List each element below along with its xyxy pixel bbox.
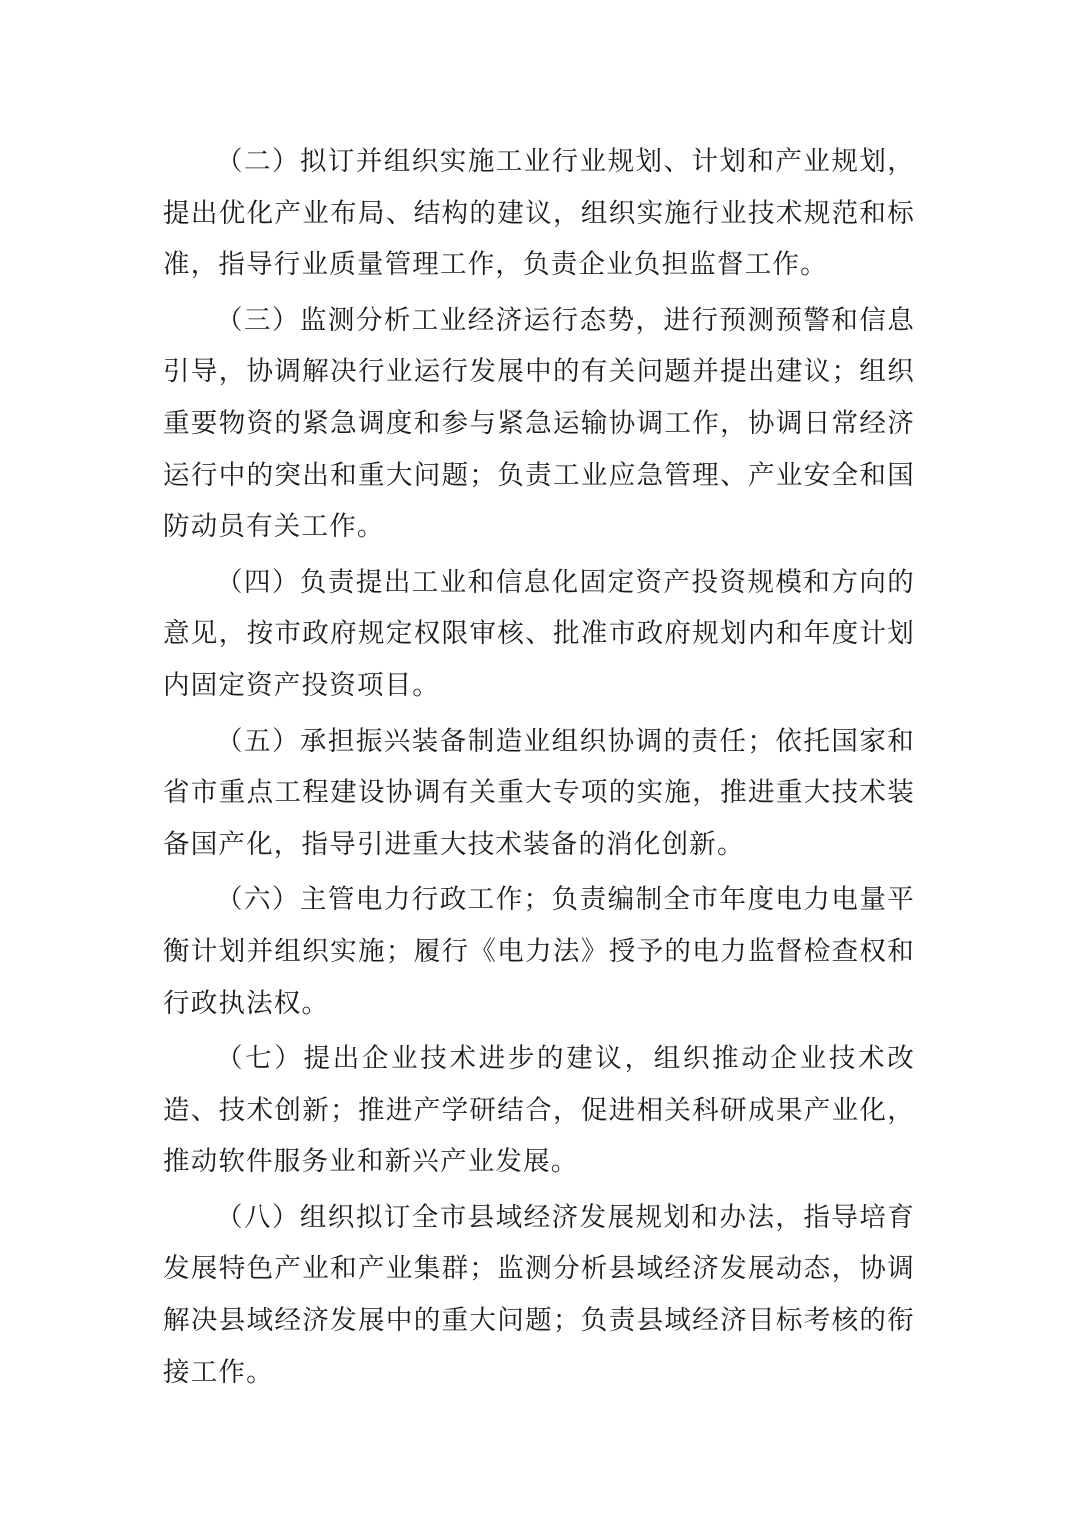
- document-body: [163, 136, 915, 1402]
- paragraph-2: （二）拟订并组织实施工业行业规划、计划和产业规划，提出优化产业布局、结构的建议，组织实施行业技术规范和标准，指导行业质量管理工作，负责企业负担监督工作。: [163, 146, 915, 281]
- paragraph-5: （五）承担振兴装备制造业组织协调的责任；依托国家和省市重点工程建设协调有关重大专项的实施，推进重大技术装备国产化，指导引进重大技术装备的消化创新。: [163, 725, 915, 860]
- paragraph-8: （八）组织拟订全市县域经济发展规划和办法，指导培育发展特色产业和产业集群；监测分析县域经济发展动态，协调解决县域经济发展中的重大问题；负责县域经济目标考核的衔接工作。: [163, 1201, 915, 1388]
- paragraph-6: （六）主管电力行政工作；负责编制全市年度电力电量平衡计划并组织实施；履行《电力法》授予的电力监督检查权和行政执法权。: [163, 884, 915, 1019]
- paragraph-7: （七）提出企业技术进步的建议，组织推动企业技术改造、技术创新；推进产学研结合，促进相关科研成果产业化，推动软件服务业和新兴产业发展。: [163, 1043, 915, 1178]
- paragraph-3: （三）监测分析工业经济运行态势，进行预测预警和信息引导，协调解决行业运行发展中的有关问题并提出建议；组织重要物资的紧急调度和参与紧急运输协调工作，协调日常经济运行中的突出和重大问题；负责工业应急管理、产业安全和国防动员有关工作。: [163, 304, 915, 543]
- paragraph-4: （四）负责提出工业和信息化固定资产投资规模和方向的意见，按市政府规定权限审核、批准市政府规划内和年度计划内固定资产投资项目。: [163, 566, 915, 701]
